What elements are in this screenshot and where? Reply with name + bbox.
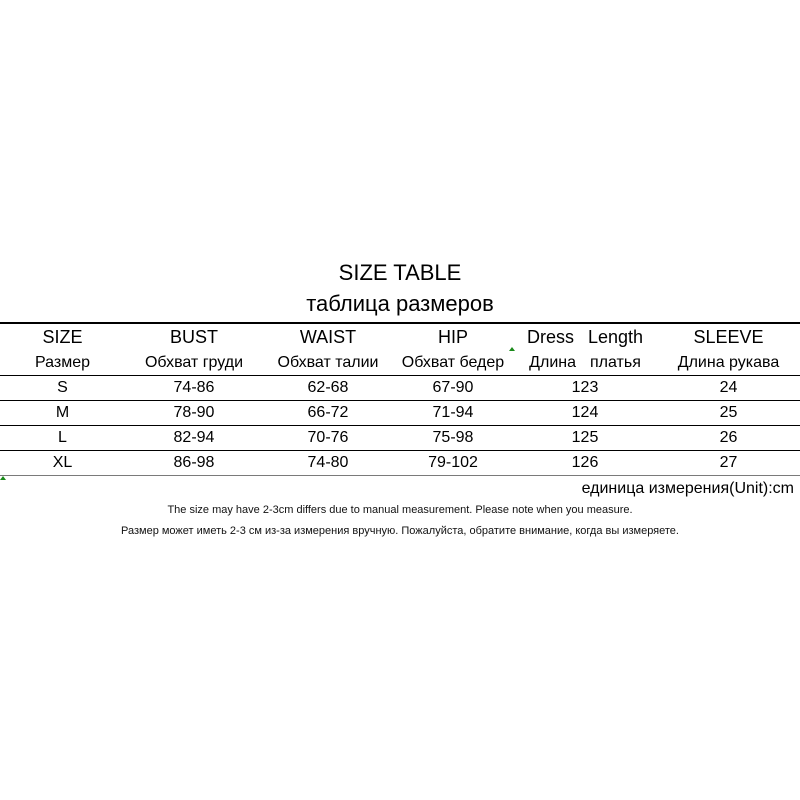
measurement-note-en: The size may have 2-3cm differs due to manual measurement. Please note when you measure. xyxy=(167,504,633,516)
unit-note: единица измерения(Unit):cm xyxy=(581,480,794,497)
table-cell: 62-68 xyxy=(263,376,393,401)
table-cell: 78-90 xyxy=(125,401,263,426)
page-subtitle: таблица размеров xyxy=(306,291,494,316)
col-sleeve-header: SLEEVE xyxy=(657,323,800,351)
table-cell: L xyxy=(0,426,125,451)
table-cell: S xyxy=(0,376,125,401)
col-size-header: SIZE xyxy=(0,323,125,351)
col-sleeve-header-ru: Длина рукава xyxy=(657,351,800,376)
table-cell: 24 xyxy=(657,376,800,401)
col-waist-header-ru: Обхват талии xyxy=(263,351,393,376)
table-cell: 86-98 xyxy=(125,451,263,476)
table-cell: 126 xyxy=(513,451,657,476)
table-cell: 67-90 xyxy=(393,376,513,401)
table-cell: 66-72 xyxy=(263,401,393,426)
table-cell: 74-86 xyxy=(125,376,263,401)
table-cell: 82-94 xyxy=(125,426,263,451)
page-title: SIZE TABLE xyxy=(338,260,462,285)
col-hip-header: HIP xyxy=(393,323,513,351)
table-cell: 26 xyxy=(657,426,800,451)
table-cell: 71-94 xyxy=(393,401,513,426)
table-cell: 25 xyxy=(657,401,800,426)
col-size-header-ru: Размер xyxy=(0,351,125,376)
length-word: Length xyxy=(587,327,644,347)
length-word-ru: платья xyxy=(589,354,641,371)
col-bust-header: BUST xyxy=(125,323,263,351)
col-dress-length-header xyxy=(513,323,657,351)
green-mark-icon xyxy=(509,347,515,351)
dress-word: Dress xyxy=(526,327,574,347)
table-cell: 27 xyxy=(657,451,800,476)
dress-word-ru: Длина xyxy=(529,354,576,371)
col-hip-header-ru: Обхват бедер xyxy=(393,351,513,376)
table-row xyxy=(0,401,800,426)
table-cell: 74-80 xyxy=(263,451,393,476)
col-dress-length-header-ru xyxy=(513,351,657,376)
table-cell: 75-98 xyxy=(393,426,513,451)
table-cell: XL xyxy=(0,451,125,476)
measurement-note-ru: Размер может иметь 2-3 см из-за измерения вручную. Пожалуйста, обратите внимание, когда вы измеряете. xyxy=(121,525,679,537)
table-cell: 124 xyxy=(513,401,657,426)
table-row xyxy=(0,451,800,476)
table-cell: 123 xyxy=(513,376,657,401)
col-waist-header: WAIST xyxy=(263,323,393,351)
table-cell: 70-76 xyxy=(263,426,393,451)
table-cell: 79-102 xyxy=(393,451,513,476)
table-cell: 125 xyxy=(513,426,657,451)
green-mark-icon xyxy=(0,476,6,480)
header-row-ru xyxy=(0,351,800,376)
table-row xyxy=(0,376,800,401)
size-table xyxy=(0,322,800,476)
header-row-en xyxy=(0,323,800,351)
table-cell: M xyxy=(0,401,125,426)
col-bust-header-ru: Обхват груди xyxy=(125,351,263,376)
table-row xyxy=(0,426,800,451)
